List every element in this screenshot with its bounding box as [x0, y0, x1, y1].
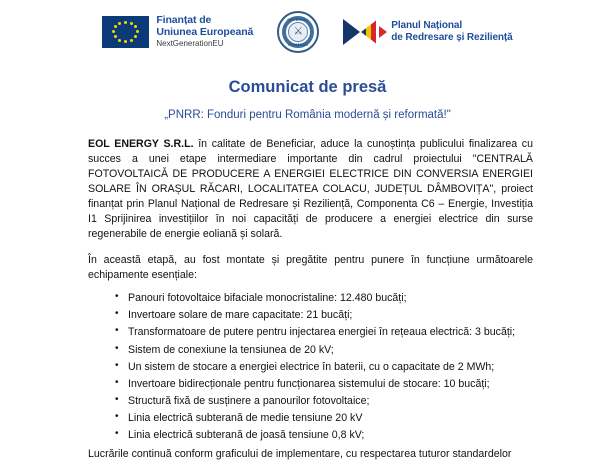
seal-text-top: GUVERNUL [287, 17, 310, 22]
pnrr-chevron-marks-icon [343, 19, 387, 45]
list-item: • Structură fixă de susținere a panourilor fotovoltaice; [115, 396, 533, 407]
eu-line-3: NextGenerationEU [156, 38, 224, 48]
list-item: • Panouri fotovoltaice bifaciale monocristaline: 12.480 bucăți; [115, 293, 533, 304]
pnrr-red-arrow-icon [379, 26, 387, 38]
paragraph-stage: În această etapă, au fost montate și pregătite pentru punere în funcțiune următoarele echipamente esențiale: [88, 254, 533, 282]
list-item: • Un sistem de stocare a energiei electrice în baterii, cu o capacitate de 2 MWh; [115, 362, 533, 373]
list-item: • Linia electrică subterană de medie tensiune 20 kV [115, 413, 533, 424]
seal-eagle-icon: ⚔ [293, 25, 304, 38]
page-subtitle: „PNRR: Fonduri pentru România modernă și reformată!" [164, 109, 451, 121]
list-item: • Sistem de conexiune la tensiunea de 20 kV; [115, 345, 533, 356]
pnrr-line-1: Planul Național [391, 20, 462, 31]
pnrr-navy-chevron-icon [343, 19, 360, 45]
paragraph-intro [88, 137, 533, 242]
list-item: • Linia electrică subterană de joasă tensiune 0,8 kV; [115, 430, 533, 441]
paragraph-intro-text: în calitate de Beneficiar, aduce la cunoștința publicului finalizarea cu succes a unei etape intermediare importante din cadrul proiectului "CENTRALĂ FOTOVOLTAICĂ DE PRODUCERE A ENERGIEI ELECTRICE DIN CONVERSIA ENERGIEI SOLARE ÎN ORAȘUL RĂCARI, LOCALITATEA COLACU, JUDEȚUL DÂMBOVIȚA", proiect finanțat prin Planul Național de Redresare și Reziliență, Componenta C6 – Energie, Investiția I1 Sprijinirea investițiilor în noi capacități de producere a energiei electrice din surse regenerabile de energie eoliană și solară. [88, 138, 533, 241]
list-item: • Transformatoare de putere pentru injectarea energiei în rețeaua electrică: 3 bucăți; [115, 327, 533, 338]
beneficiary-name: EOL ENERGY S.R.L. [88, 138, 194, 150]
document-body [0, 137, 615, 462]
eu-funding-logo [102, 15, 253, 48]
eu-line-1: Finanțat de [156, 14, 212, 27]
paragraph-closing: Lucrările continuă conform graficului de implementare, cu respectarea tuturor standardelor [88, 448, 512, 461]
european-union-flag-icon [102, 16, 149, 48]
eu-funding-label [156, 15, 253, 48]
pnrr-label [391, 20, 512, 44]
funding-logo-strip [0, 0, 615, 52]
pnrr-line-2: de Redresare și Reziliență [391, 32, 513, 43]
eu-line-2: Uniunea Europeană [156, 26, 254, 39]
list-item: • Invertoare bidirecționale pentru funcționarea sistemului de stocare: 10 bucăți; [115, 379, 533, 390]
romanian-government-seal-icon [277, 11, 319, 53]
pnrr-logo [343, 19, 512, 45]
equipment-list [88, 293, 533, 440]
pnrr-tricolor-chevron-icon [361, 19, 378, 45]
list-item: • Invertoare solare de mare capacitate: 21 bucăți; [115, 310, 533, 321]
seal-text-bottom: ROMÂNIEI [288, 42, 309, 47]
page-title: Comunicat de presă [228, 78, 387, 96]
